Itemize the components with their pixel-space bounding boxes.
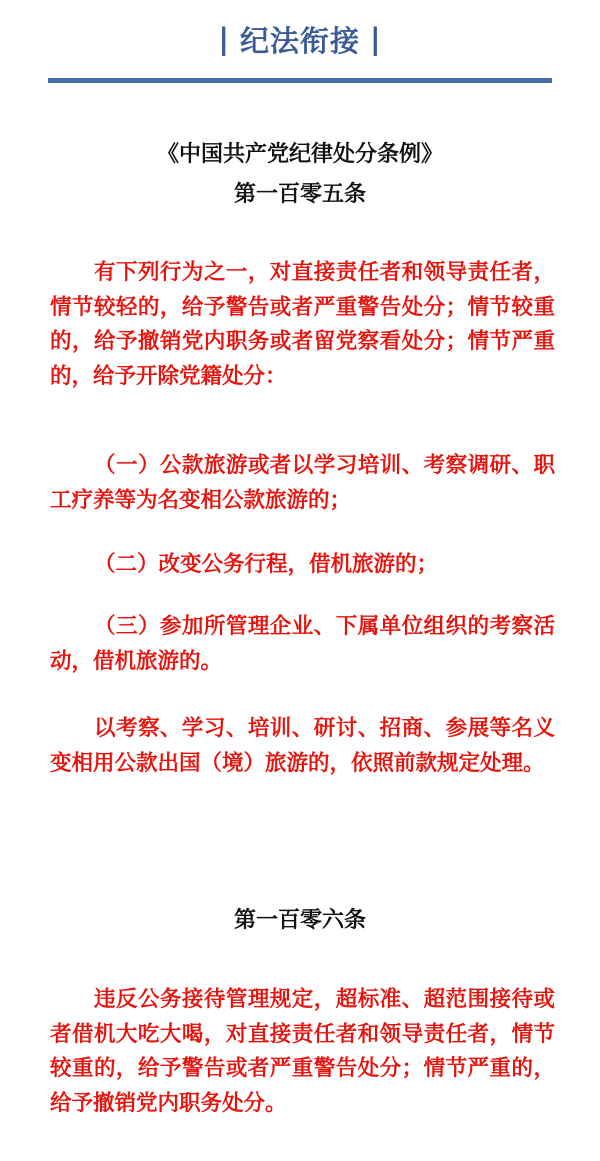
section-header <box>0 14 600 64</box>
header-title: 纪法衔接 <box>239 23 360 58</box>
regulation-name: 《中国共产党纪律处分条例》 <box>156 142 443 167</box>
article-105-title: 第一百零五条 <box>233 182 366 207</box>
article-105-paragraph: 有下列行为之一，对直接责任者和领导责任者，情节较轻的，给予警告或者严重警告处分；情节较重的，给予撤销党内职务或者留党察看处分；情节严重的，给予开除党籍处分： <box>50 260 555 389</box>
article-106-title: 第一百零六条 <box>233 908 366 933</box>
header-bar-right: | <box>370 22 382 56</box>
article-106-paragraph: 违反公务接待管理规定，超标准、超范围接待或者借机大吃大喝，对直接责任者和领导责任者，情节较重的，给予警告或者严重警告处分；情节严重的，给予撤销党内职务处分。 <box>50 987 555 1116</box>
article-105-paragraph-2: 以考察、学习、培训、研讨、招商、参展等名义变相用公款出国（境）旅游的，依照前款规定处理。 <box>50 716 555 776</box>
header-bar-left: | <box>218 22 230 56</box>
article-105-item-1: （一）公款旅游或者以学习培训、考察调研、职工疗养等为名变相公款旅游的； <box>50 453 555 513</box>
article-105-item-3: （三）参加所管理企业、下属单位组织的考察活动，借机旅游的。 <box>50 614 555 674</box>
article-105-item-2: （二）改变公务行程，借机旅游的； <box>94 552 439 577</box>
header-divider <box>48 78 552 83</box>
